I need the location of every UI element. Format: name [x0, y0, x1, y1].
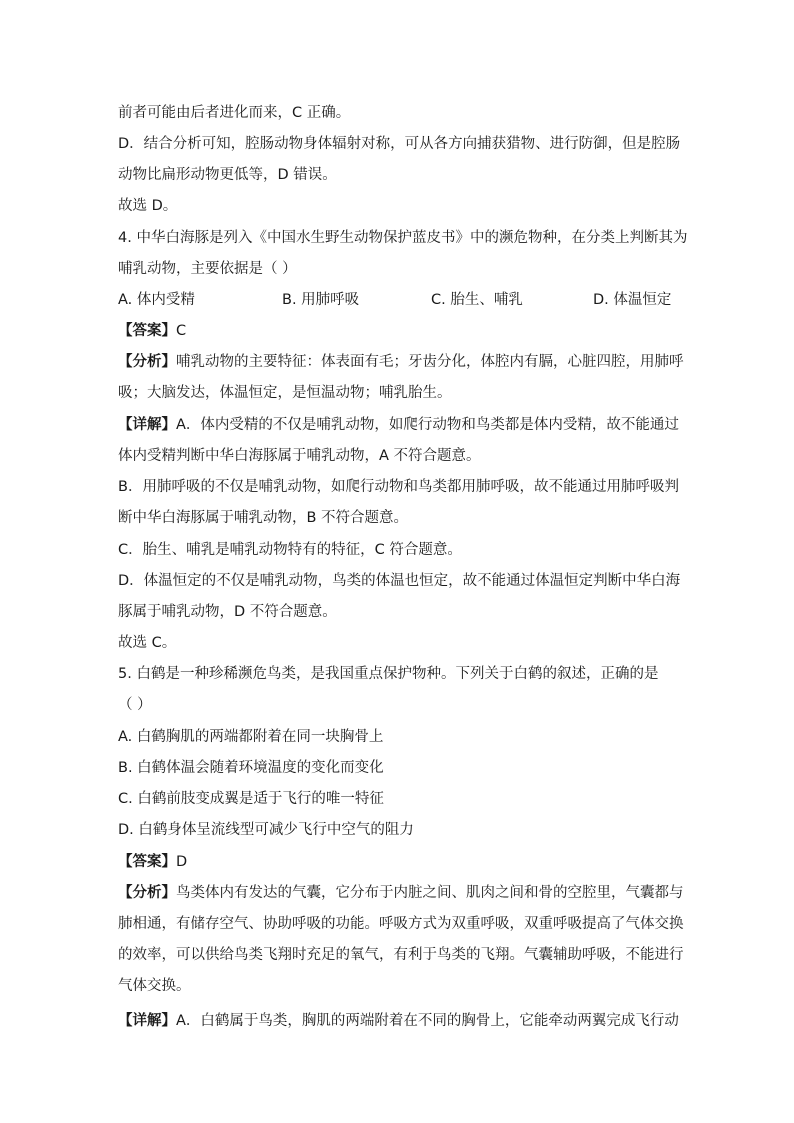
question-5-stem: 5. 白鹤是一种珍稀濒危鸟类，是我国重点保护物种。下列关于白鹤的叙述，正确的是: [118, 666, 659, 682]
analysis-text: 鸟类体内有发达的气囊，它分布于内脏之间、肌肉之间和骨的空腔里，气囊都与: [176, 885, 684, 901]
detail-tag: 【详解】: [118, 417, 176, 433]
answer-value: D: [176, 854, 188, 870]
q4-analysis: [118, 352, 684, 372]
q4-option-c: C. 胎生、哺乳: [431, 292, 523, 308]
text-line: 豚属于哺乳动物，D 不符合题意。: [118, 604, 337, 620]
q5-option-b: B. 白鹤体温会随着环境温度的变化而变化: [118, 760, 384, 776]
text-line: 吸；大脑发达，体温恒定，是恒温动物；哺乳胎生。: [118, 385, 452, 401]
text-line: 体内受精判断中华白海豚属于哺乳动物，A 不符合题意。: [118, 448, 481, 464]
q5-answer: [118, 852, 187, 872]
text-line: D．体温恒定的不仅是哺乳动物，鸟类的体温也恒定，故不能通过体温恒定判断中华白海: [118, 573, 681, 589]
analysis-text: 哺乳动物的主要特征：体表面有毛；牙齿分化，体腔内有膈，心脏四腔，用肺呼: [176, 354, 684, 370]
question-5-stem-cont: （ ）: [118, 697, 152, 713]
q5-option-a: A. 白鹤胸肌的两端都附着在同一块胸骨上: [118, 729, 384, 745]
detail-text: A．白鹤属于鸟类，胸肌的两端附着在不同的胸骨上，它能牵动两翼完成飞行动: [176, 1013, 679, 1029]
text-line: C．胎生、哺乳是哺乳动物特有的特征，C 符合题意。: [118, 542, 462, 558]
question-4-stem: 4. 中华白海豚是列入《中国水生野生动物保护蓝皮书》中的濒危物种，在分类上判断其为: [118, 230, 688, 246]
text-line: 故选 D。: [118, 198, 178, 214]
q4-detail: [118, 415, 679, 435]
q5-option-d: D. 白鹤身体呈流线型可减少飞行中空气的阻力: [118, 822, 414, 838]
q4-option-a: A. 体内受精: [118, 292, 195, 308]
detail-text: A．体内受精的不仅是哺乳动物，如爬行动物和鸟类都是体内受精，故不能通过: [176, 417, 679, 433]
question-4-stem-cont: 哺乳动物，主要依据是（ ）: [118, 261, 297, 277]
text-line: 断中华白海豚属于哺乳动物，B 不符合题意。: [118, 510, 409, 526]
q5-option-c: C. 白鹤前肢变成翼是适于飞行的唯一特征: [118, 791, 384, 807]
detail-tag: 【详解】: [118, 1013, 176, 1029]
text-line: 气体交换。: [118, 978, 191, 994]
text-line: D．结合分析可知，腔肠动物身体辐射对称，可从各方向捕获猎物、进行防御，但是腔肠: [118, 136, 681, 152]
text-line: 动物比扁形动物更低等，D 错误。: [118, 167, 337, 183]
answer-tag: 【答案】: [118, 323, 176, 339]
q4-option-b: B. 用肺呼吸: [282, 292, 360, 308]
q5-detail: [118, 1011, 679, 1031]
text-line: 肺相通，有储存空气、协助呼吸的功能。呼吸方式为双重呼吸，双重呼吸提高了气体交换: [118, 916, 684, 932]
answer-value: C: [176, 323, 187, 339]
q5-analysis: [118, 883, 684, 903]
answer-tag: 【答案】: [118, 854, 176, 870]
analysis-tag: 【分析】: [118, 354, 176, 370]
text-line: B．用肺呼吸的不仅是哺乳动物，如爬行动物和鸟类都用肺呼吸，故不能通过用肺呼吸判: [118, 479, 679, 495]
q4-option-d: D. 体温恒定: [593, 292, 672, 308]
text-line: 的效率，可以供给鸟类飞翔时充足的氧气，有利于鸟类的飞翔。气囊辅助呼吸，不能进行: [118, 947, 684, 963]
text-line: 前者可能由后者进化而来，C 正确。: [118, 105, 351, 121]
text-line: 故选 C。: [118, 635, 177, 651]
analysis-tag: 【分析】: [118, 885, 176, 901]
q4-answer: [118, 321, 186, 341]
